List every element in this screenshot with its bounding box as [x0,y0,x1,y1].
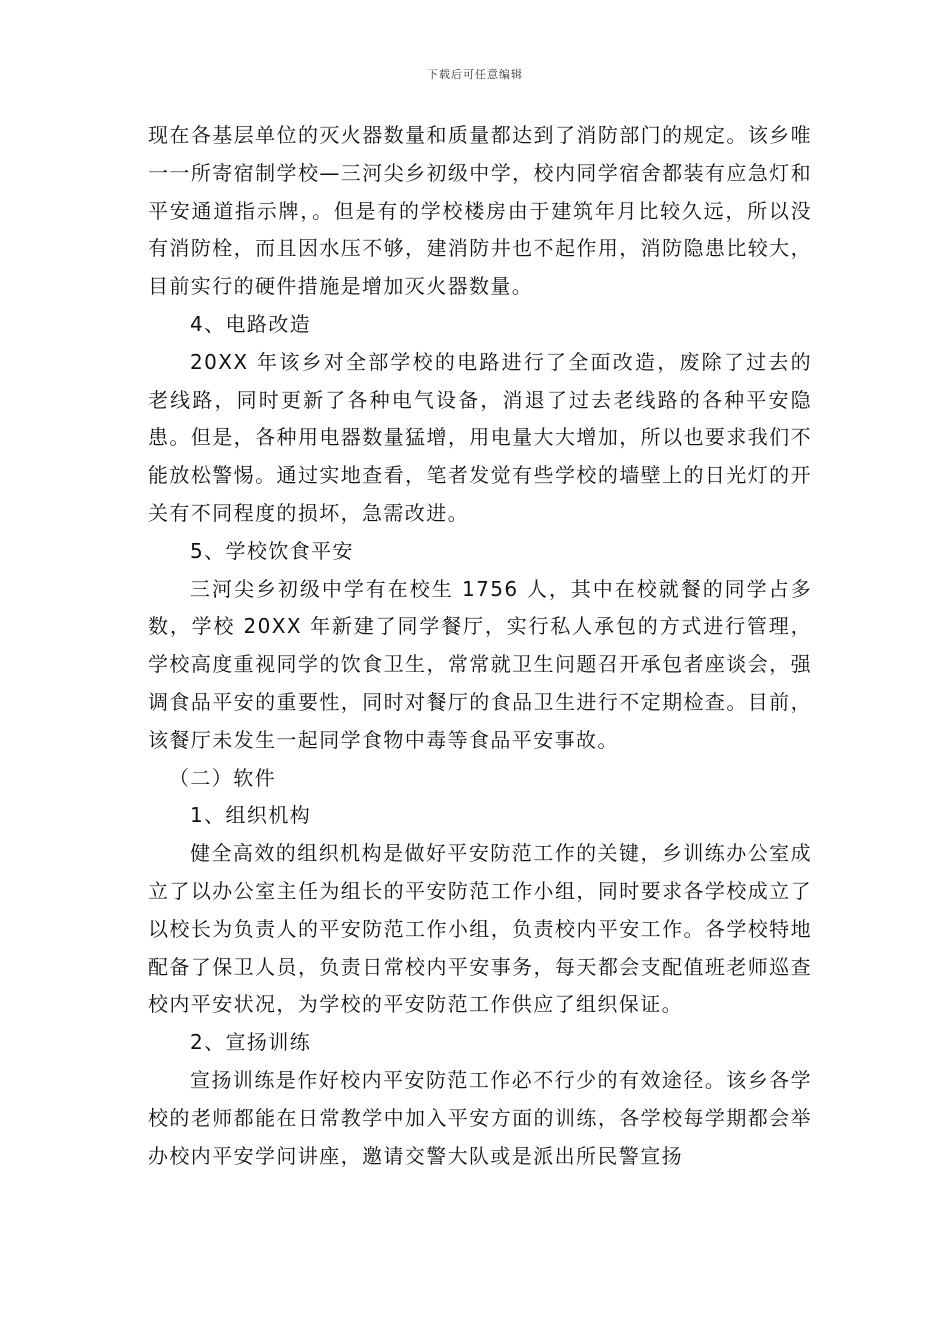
document-body [148,117,812,1175]
paragraph-circuit-renovation: 20XX 年该乡对全部学校的电路进行了全面改造，废除了过去的老线路，同时更新了各种电气设备，消退了过去老线路的各种平安隐患。但是，各种用电器数量猛增，用电量大大增加，所以也要求我们不能放松警惕。通过实地查看，笔者发觉有些学校的墙壁上的日光灯的开关有不同程度的损坏，急需改进。 [148,349,812,525]
paragraph-publicity-training: 宣扬训练是作好校内平安防范工作必不行少的有效途径。该乡各学校的老师都能在日常教学中加入平安方面的训练，各学校每学期都会举办校内平安学问讲座，邀请交警大队或是派出所民警宣扬 [148,1067,812,1168]
heading-publicity-training: 2、宣扬训练 [190,1030,312,1055]
paragraph-organization: 健全高效的组织机构是做好平安防范工作的关键，乡训练办公室成立了以办公室主任为组长的平安防范工作小组，同时要求各学校成立了以校长为负责人的平安防范工作小组，负责校内平安工作。各学校特地配备了保卫人员，负责日常校内平安事务，每天都会支配值班老师巡查校内平安状况，为学校的平安防范工作供应了组织保证。 [148,841,812,1017]
paragraph-food-safety: 三河尖乡初级中学有在校生 1756 人，其中在校就餐的同学占多数，学校 20XX 年新建了同学餐厅，实行私人承包的方式进行管理，学校高度重视同学的饮食卫生，常常就卫生问题召开承包者座谈会，强调食品平安的重要性，同时对餐厅的食品卫生进行不定期检查。目前，该餐厅未发生一起同学食物中毒等食品平安事故。 [148,576,812,752]
heading-circuit-renovation: 4、电路改造 [190,311,312,336]
heading-organization: 1、组织机构 [190,803,312,828]
page-header: 下载后可任意编辑 [427,68,523,81]
heading-software: （二）软件 [169,765,276,790]
heading-food-safety: 5、学校饮食平安 [190,538,354,563]
paragraph-fire-equipment: 现在各基层单位的灭火器数量和质量都达到了消防部门的规定。该乡唯一一所寄宿制学校—三河尖乡初级中学，校内同学宿舍都装有应急灯和平安通道指示牌，。但是有的学校楼房由于建筑年月比较久远，所以没有消防栓，而且因水压不够，建消防井也不起作用，消防隐患比较大，目前实行的硬件措施是增加灭火器数量。 [148,123,812,299]
